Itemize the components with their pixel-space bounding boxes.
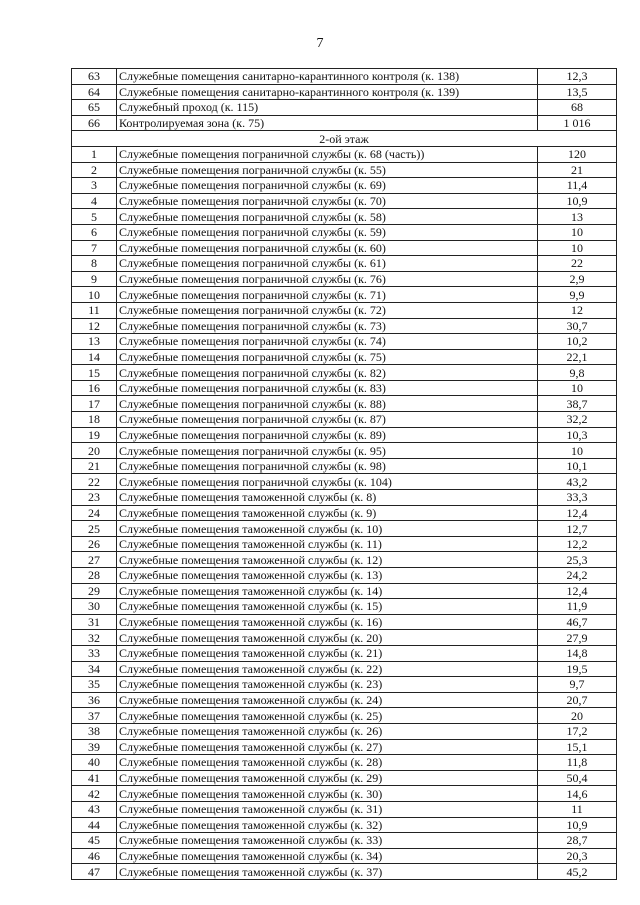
row-number: 15 <box>72 365 117 381</box>
premises-name: Служебные помещения таможенной службы (к. 33) <box>117 833 538 849</box>
row-number: 16 <box>72 380 117 396</box>
premises-name: Служебные помещения таможенной службы (к. 24) <box>117 692 538 708</box>
area-value: 21 <box>538 162 617 178</box>
area-value: 10,1 <box>538 458 617 474</box>
premises-name: Служебные помещения пограничной службы (к. 74) <box>117 334 538 350</box>
row-number: 6 <box>72 224 117 240</box>
table-row <box>72 739 617 755</box>
table-row <box>72 661 617 677</box>
row-number: 10 <box>72 287 117 303</box>
table-row <box>72 334 617 350</box>
row-number: 33 <box>72 645 117 661</box>
table-row <box>72 614 617 630</box>
row-number: 17 <box>72 396 117 412</box>
row-number: 42 <box>72 786 117 802</box>
area-value: 10 <box>538 380 617 396</box>
row-number: 23 <box>72 490 117 506</box>
area-value: 9,9 <box>538 287 617 303</box>
table-row <box>72 193 617 209</box>
area-value: 12,2 <box>538 536 617 552</box>
premises-name: Служебные помещения таможенной службы (к. 29) <box>117 770 538 786</box>
area-value: 46,7 <box>538 614 617 630</box>
area-value: 15,1 <box>538 739 617 755</box>
row-number: 36 <box>72 692 117 708</box>
premises-name: Служебные помещения пограничной службы (к. 76) <box>117 271 538 287</box>
premises-name: Служебные помещения таможенной службы (к. 23) <box>117 677 538 693</box>
row-number: 12 <box>72 318 117 334</box>
row-number: 39 <box>72 739 117 755</box>
premises-name: Служебные помещения таможенной службы (к. 15) <box>117 599 538 615</box>
table-row <box>72 677 617 693</box>
row-number: 9 <box>72 271 117 287</box>
area-value: 68 <box>538 100 617 116</box>
table-row <box>72 474 617 490</box>
row-number: 14 <box>72 349 117 365</box>
area-value: 28,7 <box>538 833 617 849</box>
row-number: 19 <box>72 427 117 443</box>
premises-name: Служебные помещения санитарно-карантинного контроля (к. 138) <box>117 69 538 85</box>
area-value: 12,4 <box>538 505 617 521</box>
floor-heading-row <box>72 131 617 147</box>
area-value: 10,2 <box>538 334 617 350</box>
row-number: 40 <box>72 755 117 771</box>
row-number: 18 <box>72 412 117 428</box>
table-row <box>72 271 617 287</box>
premises-name: Служебные помещения таможенной службы (к. 12) <box>117 552 538 568</box>
table-row <box>72 162 617 178</box>
table-row <box>72 302 617 318</box>
row-number: 41 <box>72 770 117 786</box>
table-row <box>72 69 617 85</box>
premises-name: Служебные помещения таможенной службы (к. 11) <box>117 536 538 552</box>
premises-name: Служебные помещения пограничной службы (к. 87) <box>117 412 538 428</box>
area-value: 2,9 <box>538 271 617 287</box>
table-row <box>72 708 617 724</box>
premises-name: Служебные помещения пограничной службы (к. 58) <box>117 209 538 225</box>
area-value: 13 <box>538 209 617 225</box>
premises-name: Служебные помещения пограничной службы (к. 71) <box>117 287 538 303</box>
row-number: 34 <box>72 661 117 677</box>
premises-name: Служебные помещения таможенной службы (к. 28) <box>117 755 538 771</box>
area-value: 13,5 <box>538 84 617 100</box>
premises-name: Служебный проход (к. 115) <box>117 100 538 116</box>
premises-name: Служебные помещения пограничной службы (к. 68 (часть)) <box>117 146 538 162</box>
area-value: 43,2 <box>538 474 617 490</box>
area-value: 38,7 <box>538 396 617 412</box>
premises-name: Служебные помещения пограничной службы (к. 75) <box>117 349 538 365</box>
area-value: 11,8 <box>538 755 617 771</box>
table-row <box>72 521 617 537</box>
table-row <box>72 864 617 880</box>
area-value: 1 016 <box>538 115 617 131</box>
premises-name: Служебные помещения пограничной службы (к. 95) <box>117 443 538 459</box>
area-value: 20 <box>538 708 617 724</box>
row-number: 13 <box>72 334 117 350</box>
area-value: 22 <box>538 256 617 272</box>
area-value: 20,3 <box>538 848 617 864</box>
table-row <box>72 817 617 833</box>
area-value: 32,2 <box>538 412 617 428</box>
area-value: 11,4 <box>538 178 617 194</box>
premises-name: Служебные помещения пограничной службы (к. 55) <box>117 162 538 178</box>
table-row <box>72 723 617 739</box>
premises-name: Служебные помещения пограничной службы (к. 88) <box>117 396 538 412</box>
area-value: 27,9 <box>538 630 617 646</box>
premises-name: Служебные помещения таможенной службы (к. 21) <box>117 645 538 661</box>
premises-name: Служебные помещения таможенной службы (к. 32) <box>117 817 538 833</box>
premises-name: Служебные помещения таможенной службы (к. 31) <box>117 801 538 817</box>
table-row <box>72 833 617 849</box>
premises-name: Служебные помещения пограничной службы (к. 104) <box>117 474 538 490</box>
area-value: 50,4 <box>538 770 617 786</box>
area-value: 20,7 <box>538 692 617 708</box>
premises-name: Служебные помещения таможенной службы (к. 26) <box>117 723 538 739</box>
table-row <box>72 505 617 521</box>
table-row <box>72 115 617 131</box>
premises-name: Контролируемая зона (к. 75) <box>117 115 538 131</box>
table-row <box>72 318 617 334</box>
premises-table <box>71 68 617 880</box>
table-row <box>72 224 617 240</box>
table-row <box>72 412 617 428</box>
row-number: 43 <box>72 801 117 817</box>
table-row <box>72 146 617 162</box>
table-row <box>72 458 617 474</box>
premises-name: Служебные помещения пограничной службы (к. 82) <box>117 365 538 381</box>
area-value: 12,7 <box>538 521 617 537</box>
row-number: 24 <box>72 505 117 521</box>
row-number: 32 <box>72 630 117 646</box>
row-number: 46 <box>72 848 117 864</box>
premises-name: Служебные помещения пограничной службы (к. 89) <box>117 427 538 443</box>
area-value: 14,6 <box>538 786 617 802</box>
table-row <box>72 380 617 396</box>
area-value: 10,9 <box>538 193 617 209</box>
table-row <box>72 786 617 802</box>
area-value: 120 <box>538 146 617 162</box>
premises-name: Служебные помещения таможенной службы (к. 25) <box>117 708 538 724</box>
premises-name: Служебные помещения таможенной службы (к. 30) <box>117 786 538 802</box>
table-row <box>72 365 617 381</box>
table-row <box>72 770 617 786</box>
row-number: 31 <box>72 614 117 630</box>
premises-name: Служебные помещения таможенной службы (к. 8) <box>117 490 538 506</box>
area-value: 24,2 <box>538 568 617 584</box>
table-row <box>72 256 617 272</box>
row-number: 20 <box>72 443 117 459</box>
row-number: 66 <box>72 115 117 131</box>
area-value: 11 <box>538 801 617 817</box>
row-number: 8 <box>72 256 117 272</box>
row-number: 2 <box>72 162 117 178</box>
premises-name: Служебные помещения таможенной службы (к. 22) <box>117 661 538 677</box>
table-row <box>72 84 617 100</box>
area-value: 10 <box>538 240 617 256</box>
area-value: 10 <box>538 224 617 240</box>
row-number: 21 <box>72 458 117 474</box>
area-value: 17,2 <box>538 723 617 739</box>
table-row <box>72 396 617 412</box>
table-row <box>72 801 617 817</box>
area-value: 10 <box>538 443 617 459</box>
row-number: 64 <box>72 84 117 100</box>
row-number: 26 <box>72 536 117 552</box>
table-row <box>72 568 617 584</box>
floor-heading: 2-ой этаж <box>72 131 617 147</box>
table-row <box>72 692 617 708</box>
area-value: 12 <box>538 302 617 318</box>
row-number: 25 <box>72 521 117 537</box>
area-value: 33,3 <box>538 490 617 506</box>
row-number: 47 <box>72 864 117 880</box>
area-value: 10,3 <box>538 427 617 443</box>
row-number: 7 <box>72 240 117 256</box>
premises-name: Служебные помещения таможенной службы (к. 37) <box>117 864 538 880</box>
area-value: 19,5 <box>538 661 617 677</box>
premises-name: Служебные помещения пограничной службы (к. 73) <box>117 318 538 334</box>
row-number: 63 <box>72 69 117 85</box>
row-number: 37 <box>72 708 117 724</box>
premises-name: Служебные помещения таможенной службы (к. 20) <box>117 630 538 646</box>
row-number: 27 <box>72 552 117 568</box>
premises-name: Служебные помещения таможенной службы (к. 9) <box>117 505 538 521</box>
premises-name: Служебные помещения таможенной службы (к. 27) <box>117 739 538 755</box>
area-value: 11,9 <box>538 599 617 615</box>
area-value: 10,9 <box>538 817 617 833</box>
premises-name: Служебные помещения пограничной службы (к. 70) <box>117 193 538 209</box>
table-row <box>72 240 617 256</box>
table-row <box>72 599 617 615</box>
row-number: 22 <box>72 474 117 490</box>
premises-name: Служебные помещения таможенной службы (к. 34) <box>117 848 538 864</box>
row-number: 4 <box>72 193 117 209</box>
table-row <box>72 490 617 506</box>
premises-name: Служебные помещения таможенной службы (к. 14) <box>117 583 538 599</box>
row-number: 1 <box>72 146 117 162</box>
table-row <box>72 630 617 646</box>
premises-name: Служебные помещения пограничной службы (к. 60) <box>117 240 538 256</box>
area-value: 9,7 <box>538 677 617 693</box>
row-number: 45 <box>72 833 117 849</box>
area-value: 9,8 <box>538 365 617 381</box>
table-row <box>72 287 617 303</box>
area-value: 14,8 <box>538 645 617 661</box>
premises-name: Служебные помещения таможенной службы (к. 10) <box>117 521 538 537</box>
premises-name: Служебные помещения пограничной службы (к. 69) <box>117 178 538 194</box>
row-number: 38 <box>72 723 117 739</box>
premises-name: Служебные помещения таможенной службы (к. 16) <box>117 614 538 630</box>
area-value: 30,7 <box>538 318 617 334</box>
table-row <box>72 209 617 225</box>
table-row <box>72 349 617 365</box>
row-number: 30 <box>72 599 117 615</box>
premises-name: Служебные помещения пограничной службы (к. 83) <box>117 380 538 396</box>
row-number: 5 <box>72 209 117 225</box>
area-value: 25,3 <box>538 552 617 568</box>
row-number: 65 <box>72 100 117 116</box>
area-value: 45,2 <box>538 864 617 880</box>
table-row <box>72 427 617 443</box>
premises-name: Служебные помещения санитарно-карантинного контроля (к. 139) <box>117 84 538 100</box>
row-number: 11 <box>72 302 117 318</box>
row-number: 44 <box>72 817 117 833</box>
premises-name: Служебные помещения пограничной службы (к. 72) <box>117 302 538 318</box>
table-row <box>72 583 617 599</box>
area-value: 22,1 <box>538 349 617 365</box>
premises-name: Служебные помещения пограничной службы (к. 61) <box>117 256 538 272</box>
area-value: 12,3 <box>538 69 617 85</box>
table-row <box>72 645 617 661</box>
row-number: 29 <box>72 583 117 599</box>
table-row <box>72 536 617 552</box>
premises-name: Служебные помещения пограничной службы (к. 59) <box>117 224 538 240</box>
row-number: 3 <box>72 178 117 194</box>
area-value: 12,4 <box>538 583 617 599</box>
table-row <box>72 552 617 568</box>
row-number: 28 <box>72 568 117 584</box>
page-number: 7 <box>316 36 324 51</box>
premises-table-body <box>72 69 617 880</box>
table-row <box>72 100 617 116</box>
table-row <box>72 178 617 194</box>
row-number: 35 <box>72 677 117 693</box>
table-row <box>72 848 617 864</box>
table-row <box>72 443 617 459</box>
premises-name: Служебные помещения пограничной службы (к. 98) <box>117 458 538 474</box>
premises-name: Служебные помещения таможенной службы (к. 13) <box>117 568 538 584</box>
table-row <box>72 755 617 771</box>
